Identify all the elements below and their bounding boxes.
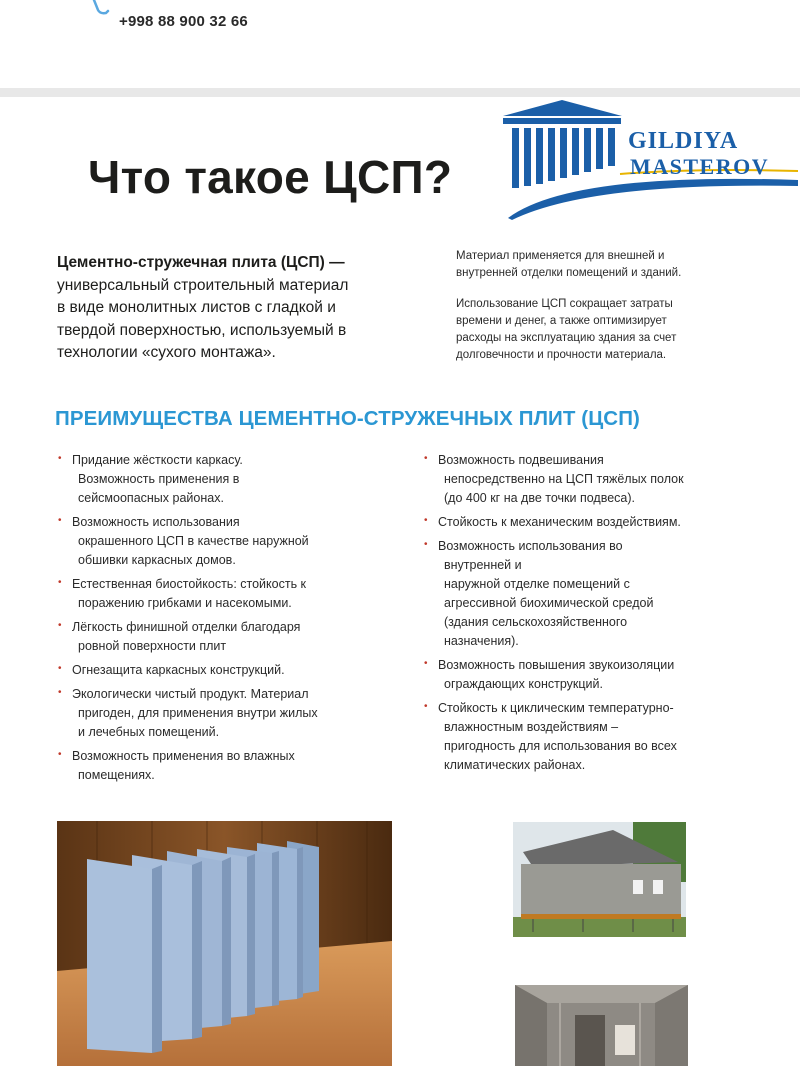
advantage-line: помещениях. xyxy=(78,768,155,782)
side-note-line: внутренней отделки помещений и зданий. xyxy=(456,267,682,279)
advantage-line: непосредственно на ЦСП тяжёлых полок xyxy=(444,472,684,486)
side-note-line: долговечности и прочности материала. xyxy=(456,349,667,361)
advantage-item xyxy=(58,747,378,785)
side-note-p2 xyxy=(456,296,756,364)
advantage-item xyxy=(424,513,724,532)
advantage-line: назначения). xyxy=(444,634,519,648)
advantage-line: сейсмоопасных районах. xyxy=(78,491,224,505)
bullet-icon: • xyxy=(58,515,62,526)
bullet-icon: • xyxy=(58,453,62,464)
logo-line2: MASTEROV xyxy=(630,154,770,179)
advantage-line: и лечебных помещений. xyxy=(78,725,220,739)
advantage-line: обшивки каркасных домов. xyxy=(78,553,236,567)
advantage-line: Естественная биостойкость: стойкость к xyxy=(72,577,307,591)
advantages-title: ПРЕИМУЩЕСТВА ЦЕМЕНТНО-СТРУЖЕЧНЫХ ПЛИТ (ЦСП) xyxy=(55,407,640,430)
advantage-line: Возможность использования во xyxy=(438,539,623,553)
advantage-line: Экологически чистый продукт. Материал xyxy=(72,687,309,701)
house-photo xyxy=(513,822,686,937)
side-note-line: Материал применяется для внешней и xyxy=(456,250,665,262)
intro-text xyxy=(57,252,387,365)
advantage-line: окрашенного ЦСП в качестве наружной xyxy=(78,534,309,548)
bullet-icon: • xyxy=(58,663,62,674)
bullet-icon: • xyxy=(424,453,428,464)
advantage-item xyxy=(58,685,378,742)
advantage-item xyxy=(58,451,378,508)
advantages-left-list xyxy=(58,451,378,790)
side-note-line: расходы на эксплуатацию здания за счет xyxy=(456,332,677,344)
advantages-right-list xyxy=(424,451,724,780)
advantage-line: поражению грибками и насекомыми. xyxy=(78,596,292,610)
advantage-line: Возможность подвешивания xyxy=(438,453,604,467)
side-note xyxy=(456,248,756,378)
header-divider xyxy=(0,88,800,97)
advantage-item xyxy=(58,575,378,613)
advantage-item xyxy=(58,513,378,570)
logo-line1: GILDIYA xyxy=(628,128,739,154)
intro-line: твердой поверхностью, используемый в xyxy=(57,321,347,339)
advantage-item xyxy=(424,537,724,651)
bullet-icon: • xyxy=(58,577,62,588)
intro-line: технологии «сухого монтажа». xyxy=(57,344,276,361)
intro-bold: Цементно-стружечная плита (ЦСП) — xyxy=(57,254,345,271)
advantage-line: наружной отделке помещений с xyxy=(444,577,630,591)
advantage-line: Возможность повышения звукоизоляции xyxy=(438,658,675,672)
advantage-line: Лёгкость финишной отделки благодаря xyxy=(72,620,301,634)
advantage-line: внутренней и xyxy=(444,558,522,572)
advantage-line: ограждающих конструкций. xyxy=(444,677,603,691)
bullet-icon: • xyxy=(424,515,428,526)
phone-icon xyxy=(92,0,114,16)
top-bar xyxy=(0,0,800,88)
advantage-item xyxy=(424,656,724,694)
interior-photo xyxy=(515,985,688,1066)
advantage-line: (до 400 кг на две точки подвеса). xyxy=(444,491,635,505)
advantage-item xyxy=(424,699,724,775)
cement-boards-photo xyxy=(57,821,392,1066)
advantage-line: Возможность применения в xyxy=(78,472,240,486)
advantage-line: Придание жёсткости каркасу. xyxy=(72,453,243,467)
advantage-line: Возможность использования xyxy=(72,515,240,529)
advantage-line: влажностным воздействиям – xyxy=(444,720,619,734)
advantage-line: Стойкость к механическим воздействиям. xyxy=(438,515,681,529)
advantage-line: агрессивной биохимической средой xyxy=(444,596,654,610)
side-note-line: времени и денег, а также оптимизирует xyxy=(456,315,667,327)
bullet-icon: • xyxy=(424,539,428,550)
advantage-line: Огнезащита каркасных конструкций. xyxy=(72,663,285,677)
bullet-icon: • xyxy=(58,749,62,760)
advantage-line: пригодность для использования во всех xyxy=(444,739,677,753)
advantage-line: ровной поверхности плит xyxy=(78,639,227,653)
advantage-line: Возможность применения во влажных xyxy=(72,749,295,763)
advantage-item xyxy=(58,661,378,680)
bullet-icon: • xyxy=(58,687,62,698)
page-title: Что такое ЦСП? xyxy=(88,151,453,203)
advantage-line: (здания сельскохозяйственного xyxy=(444,615,628,629)
advantage-item xyxy=(58,618,378,656)
intro-line: в виде монолитных листов с гладкой и xyxy=(57,299,336,316)
advantage-line: пригоден, для применения внутри жилых xyxy=(78,706,318,720)
bullet-icon: • xyxy=(424,658,428,669)
advantage-line: климатических районах. xyxy=(444,758,586,772)
phone-number[interactable]: +998 88 900 32 66 xyxy=(119,13,248,30)
advantage-line: Стойкость к циклическим температурно- xyxy=(438,701,674,715)
bullet-icon: • xyxy=(424,701,428,712)
intro-line: универсальный строительный материал xyxy=(57,276,349,294)
bullet-icon: • xyxy=(58,620,62,631)
side-note-p1 xyxy=(456,248,756,282)
company-logo xyxy=(500,98,800,222)
side-note-line: Использование ЦСП сокращает затраты xyxy=(456,298,673,310)
advantage-item xyxy=(424,451,724,508)
